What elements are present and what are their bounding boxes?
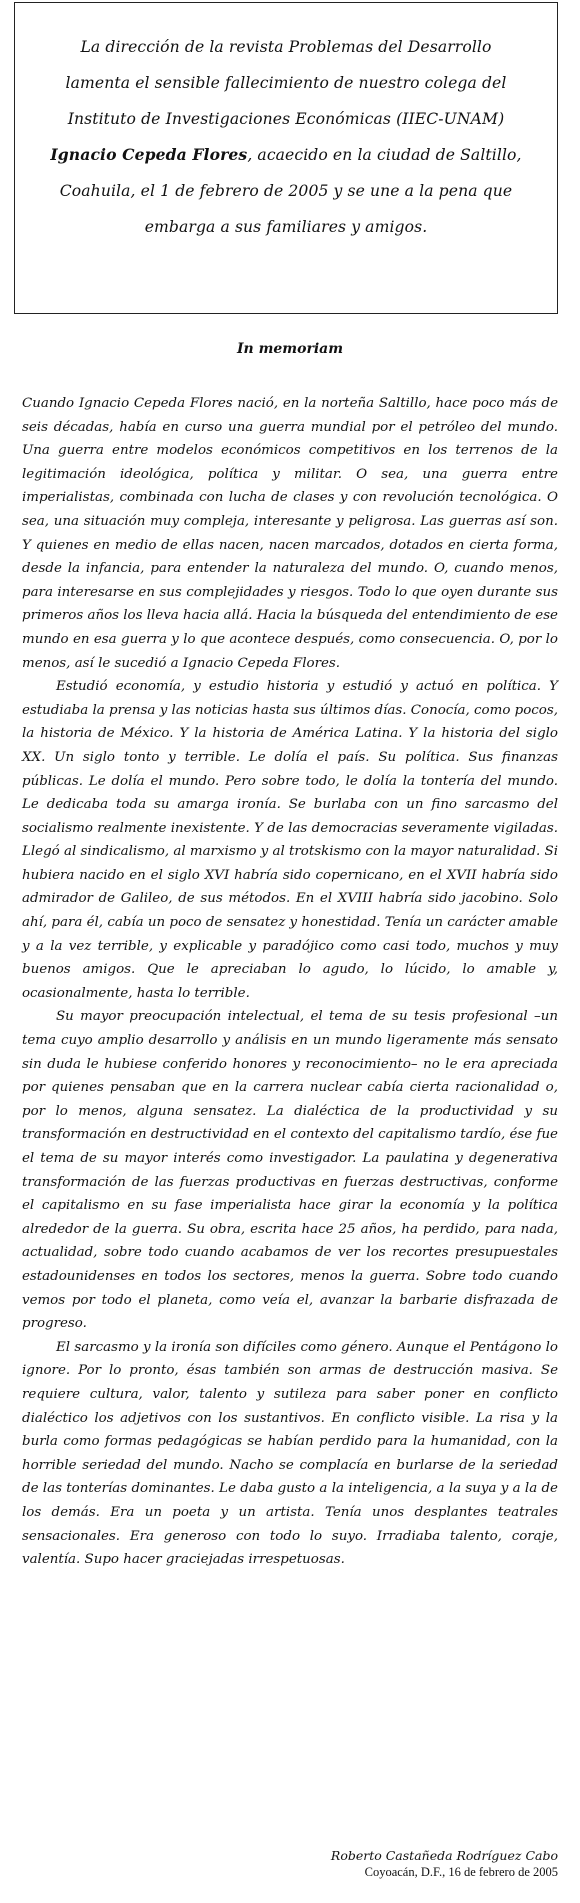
condolence-notice-text: [49, 29, 523, 245]
condolence-notice-box: [14, 2, 558, 314]
author-name: Roberto Castañeda Rodríguez Cabo: [330, 1848, 558, 1863]
memoriam-title: In memoriam: [236, 341, 344, 357]
place-and-date: Coyoacán, D.F., 16 de febrero de 2005: [364, 1865, 558, 1879]
signature-block: [331, 1848, 558, 1880]
memoriam-paragraph-4: El sarcasmo y la ironía son difíciles como género. Aunque el Pentágono lo ignore. Por lo pronto, ésas también son armas de destrucción masiva. Se requiere cultura, valor, talento y sutileza para saber poner en conflicto dialéctico los adjetivos con los sustantivos. En conflicto visible. La risa y la burla como formas pedagógicas se habían perdido para la humanidad, con la horrible seriedad del mundo. Nacho se complacía en burlarse de la seriedad de las tonterías dominantes. Le daba gusto a la inteligencia, a la suya y a la de los demás. Era un poeta y un artista. Tenía unos desplantes teatrales sensacionales. Era generoso con todo lo suyo. Irradiaba talento, coraje, valentía. Supo hacer graciejadas irrespetuosas.: [22, 1339, 558, 1568]
memoriam-body: [22, 392, 558, 1572]
notice-text-before: La dirección de la revista Problemas del Desarrollo lamenta el sensible fallecimiento de nuestro colega del Instituto de Investigaciones Económicas (IIEC-UNAM): [65, 38, 507, 128]
deceased-name: Ignacio Cepeda Flores: [50, 145, 248, 164]
notice-text-after: , acaecido en la ciudad de Saltillo, Coahuila, el 1 de febrero de 2005 y se une a la pena que embarga a sus familiares y amigos.: [59, 146, 522, 236]
memoriam-paragraph-3: Su mayor preocupación intelectual, el tema de su tesis profesional –un tema cuyo amplio desarrollo y análisis en un mundo ligeramente más sensato sin duda le hubiese conferido honores y reconocimiento– no le era apreciada por quienes pensaban que en la carrera nuclear cabía cierta racionalidad o, por lo menos, alguna sensatez. La dialéctica de la productividad y su transformación en destructividad en el contexto del capitalismo tardío, ése fue el tema de su mayor interés como investigador. La paulatina y degenerativa transformación de las fuerzas productivas en fuerzas destructivas, conforme el capitalismo en su fase imperialista hace girar la economía y la política alrededor de la guerra. Su obra, escrita hace 25 años, ha perdido, para nada, actualidad, sobre todo cuando acabamos de ver los recortes presupuestales estadounidenses en todos los sectores, menos la guerra. Sobre todo cuando vemos por todo el planeta, como veía el, avanzar la barbarie disfrazada de progreso.: [22, 1009, 558, 1332]
memoriam-paragraph-2: Estudió economía, y estudio historia y estudió y actuó en política. Y estudiaba la prensa y las noticias hasta sus últimos días. Conocía, como pocos, la historia de México. Y la historia de América Latina. Y la historia del siglo XX. Un siglo tonto y terrible. Le dolía el país. Su política. Sus finanzas públicas. Le dolía el mundo. Pero sobre todo, le dolía la tontería del mundo. Le dedicaba toda su amarga ironía. Se burlaba con un fino sarcasmo del socialismo realmente inexistente. Y de las democracias severamente vigiladas. Llegó al sindicalismo, al marxismo y al trotskismo con la mayor naturalidad. Si hubiera nacido en el siglo XVI habría sido copernicano, en el XVII habría sido admirador de Galileo, de sus métodos. En el XVIII habría sido jacobino. Solo ahí, para él, cabía un poco de sensatez y honestidad. Tenía un carácter amable y a la vez terrible, y explicable y paradójico como casi todo, muchos y muy buenos amigos. Que le apreciaban lo agudo, lo lúcido, lo amable y, ocasionalmente, hasta lo terrible.: [22, 679, 558, 1001]
memoriam-paragraph-1: Cuando Ignacio Cepeda Flores nació, en la norteña Saltillo, hace poco más de seis décadas, había en curso una guerra mundial por el petróleo del mundo. Una guerra entre modelos económicos competitivos en los terrenos de la legitimación ideológica, política y militar. O sea, una guerra entre imperialistas, combinada con lucha de clases y con revolución tecnológica. O sea, una situación muy compleja, interesante y peligrosa. Las guerras así son. Y quienes en medio de ellas nacen, nacen marcados, dotados en cierta forma, desde la infancia, para entender la naturaleza del mundo. O, cuando menos, para interesarse en sus complejidades y riesgos. Todo lo que oyen durante sus primeros años los lleva hacia allá. Hacia la búsqueda del entendimiento de ese mundo en esa guerra y lo que acontece después, como consecuencia. O, por lo menos, así le sucedió a Ignacio Cepeda Flores.: [22, 396, 558, 671]
